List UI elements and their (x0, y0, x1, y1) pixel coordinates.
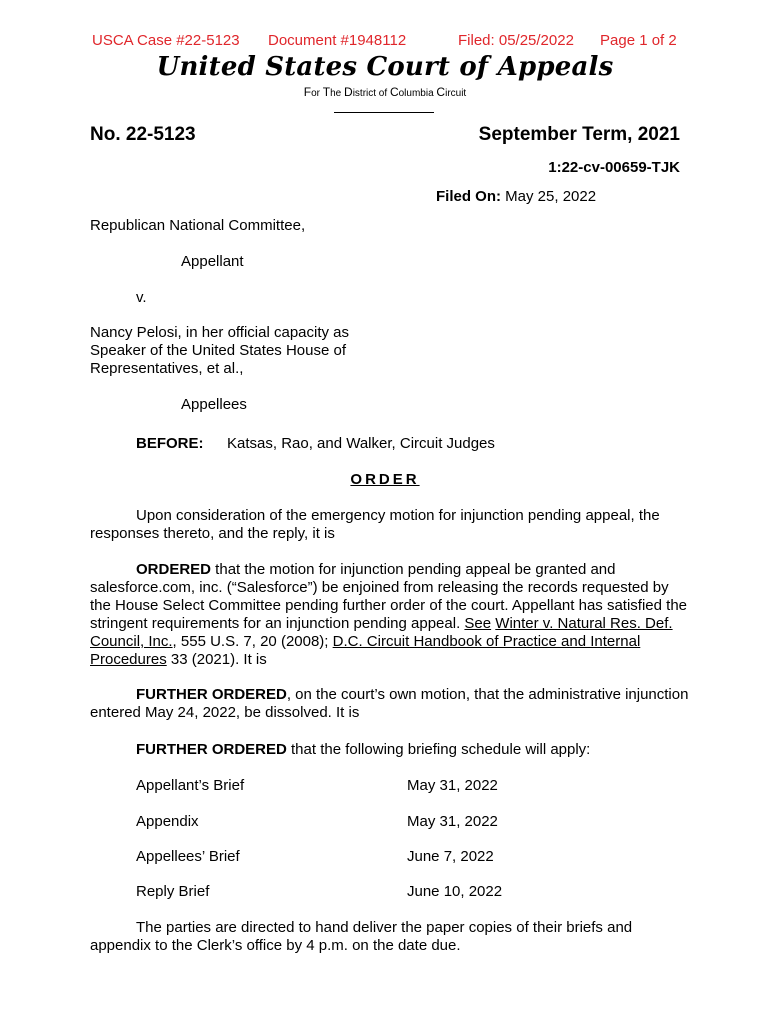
header-case-number: USCA Case #22-5123 (92, 32, 240, 49)
schedule-date: June 10, 2022 (407, 883, 503, 900)
schedule-date: May 31, 2022 (407, 813, 498, 830)
appellee-name-line1: Nancy Pelosi, in her official capacity as (90, 324, 350, 341)
citation-signal-see: See (464, 615, 492, 632)
order-paragraph-injunction: ORDERED that the motion for injunction pending appeal be granted and salesforce.com, inc. (“Salesforce”) be enjoined from releasing the records requested by the House Select Committee pending further order of the court. Appellant has satisfied the stringent requirements for an injunction pending appeal. See Winter v. Natural Res. Def. Council, Inc., 555 U.S. 7, 20 (2008); D.C. Circuit Handbook of Practice and Internal Procedures 33 (2021). It is (90, 561, 688, 668)
citation-winter: Winter v. Natural Res. Def. Council, Inc. (90, 615, 673, 650)
header-page-number: Page 1 of 2 (600, 32, 677, 49)
order-paragraph-schedule: FURTHER ORDERED that the following briefing schedule will apply: (136, 741, 591, 758)
order-paragraph-delivery: The parties are directed to hand deliver the paper copies of their briefs and appendix to the Clerk’s office by 4 p.m. on the date due. (90, 919, 633, 954)
appellant-role: Appellant (181, 253, 244, 270)
district-case-number: 1:22-cv-00659-TJK (548, 159, 680, 176)
order-paragraph-consideration: Upon consideration of the emergency motion for injunction pending appeal, the responses thereto, and the reply, it is (90, 507, 660, 542)
appellee-role: Appellees (181, 396, 247, 413)
header-document-number: Document #1948112 (268, 32, 407, 49)
versus: v. (136, 289, 147, 306)
before-label: BEFORE: (136, 435, 204, 452)
title-divider (334, 112, 434, 113)
schedule-item: Appendix (136, 813, 199, 830)
citation-dc-handbook: D.C. Circuit Handbook of Practice and Internal Procedures (90, 633, 641, 668)
schedule-item: Reply Brief (136, 883, 210, 900)
court-term: September Term, 2021 (478, 124, 680, 145)
panel-judges: Katsas, Rao, and Walker, Circuit Judges (227, 435, 495, 452)
schedule-date: June 7, 2022 (407, 848, 494, 865)
appellee-name-line2: Speaker of the United States House of (90, 342, 346, 359)
schedule-date: May 31, 2022 (407, 777, 498, 794)
schedule-item: Appellant’s Brief (136, 777, 245, 794)
appellant-name: Republican National Committee, (90, 217, 306, 234)
case-number: No. 22-5123 (90, 124, 196, 145)
court-name: United States Court of Appeals (156, 52, 614, 82)
order-heading: ORDER (350, 471, 420, 488)
appellee-name-line3: Representatives, et al., (90, 360, 244, 377)
court-circuit: For The District of Columbia Circuit (303, 85, 467, 99)
header-filed-date: Filed: 05/25/2022 (458, 32, 574, 49)
filed-on: Filed On: May 25, 2022 (436, 188, 597, 205)
order-paragraph-dissolve: FURTHER ORDERED, on the court’s own motion, that the administrative injunction entered May 24, 2022, be dissolved. It is (90, 686, 689, 721)
schedule-item: Appellees’ Brief (136, 848, 240, 865)
